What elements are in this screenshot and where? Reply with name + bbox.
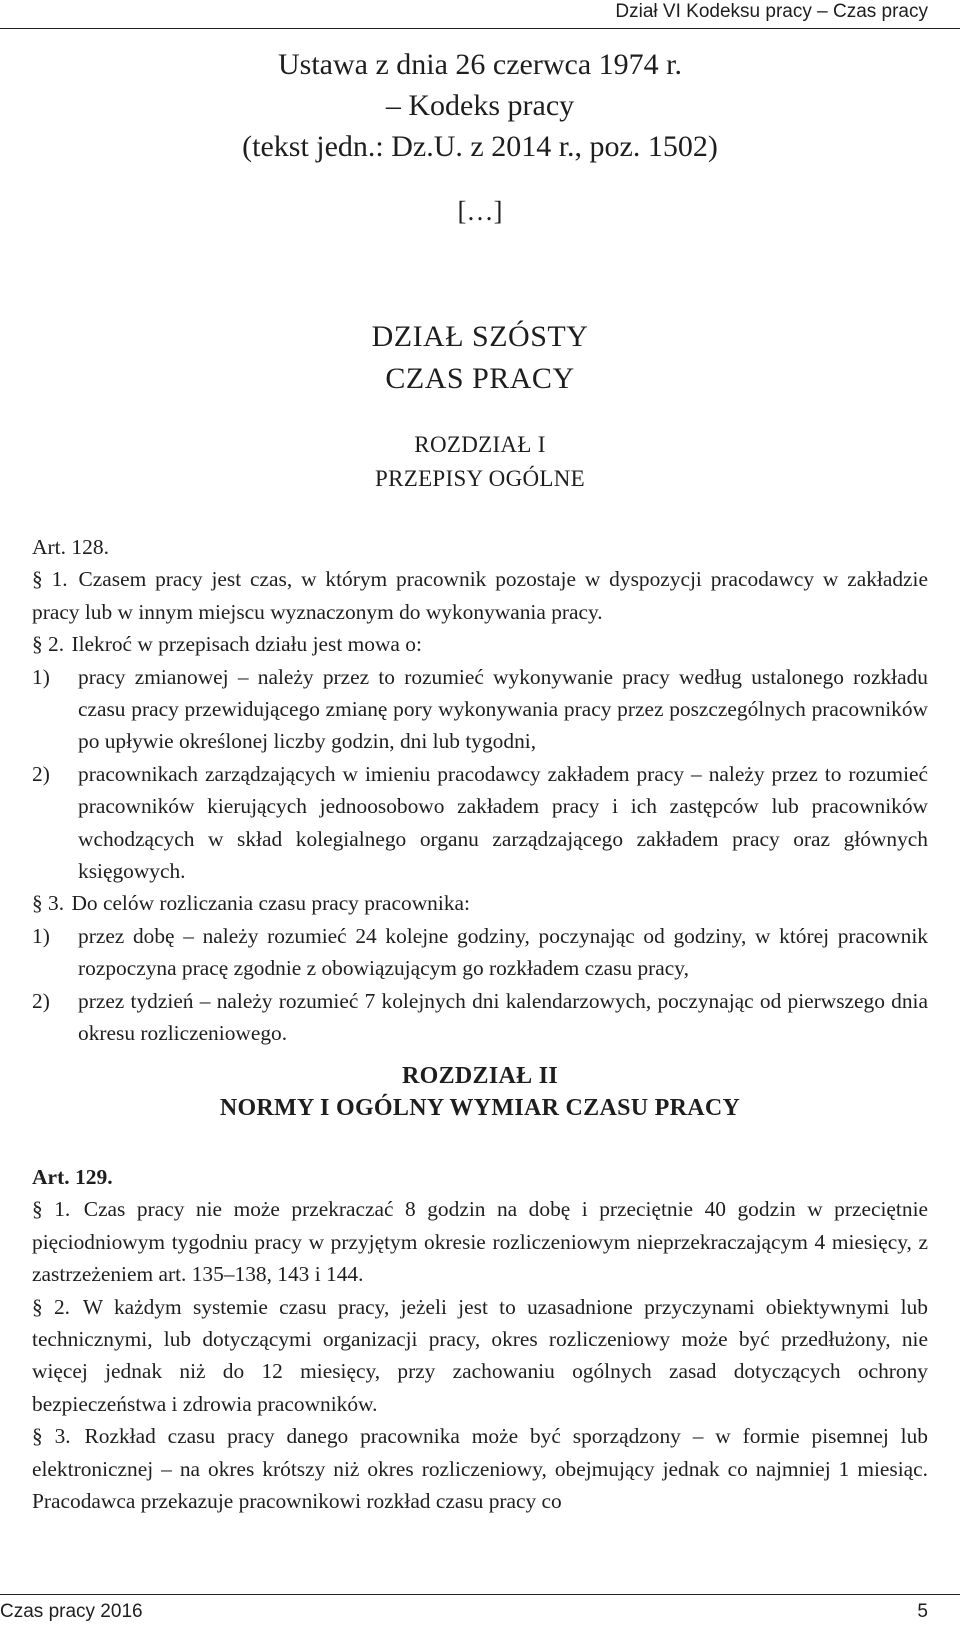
chapter-1-title: PRZEPISY OGÓLNE [374,466,586,491]
article-128-paragraph-3 [32,887,928,919]
article-128-paragraph-2 [32,628,928,660]
law-title-line-2: – Kodeks pracy [385,89,575,122]
running-head: Dział VI Kodeksu pracy – Czas pracy [615,1,928,22]
list-item-number: 2) [32,761,50,786]
paragraph-mark: § 2. [32,1294,71,1319]
chapter-1-heading [0,428,960,496]
list-item-text: przez tydzień – należy rozumieć 7 kolejnych dni kalendarzowych, poczynając od pierwszego dnia okresu rozliczeniowego. [78,988,928,1046]
list-item-number: 2) [32,988,50,1013]
paragraph-mark: § 3. [32,1424,71,1449]
article-129-paragraph-2 [32,1291,928,1421]
list-item [32,758,928,888]
article-129-number: Art. 129. [32,1165,113,1189]
page-number: 5 [917,1601,928,1622]
division-number: DZIAŁ SZÓSTY [371,320,589,353]
paragraph-mark: § 3. [32,891,65,916]
list-item-text: pracy zmianowej – należy przez to rozumieć wykonywanie pracy według ustalonego rozkładu czasu pracy przewidującego zmianę pory wykonywania pracy przez poszczególnych pracowników po upływie określonej liczby godzin, dni lub tygodni, [78,664,928,754]
list-item-text: pracownikach zarządzających w imieniu pracodawcy zakładem pracy – należy przez to rozumieć pracowników kierujących jednoosobowo zakładem pracy i ich zastępców lub pracowników wchodzących w skład kolegialnego organu zarządzającego zakładem pracy oraz głównych księgowych. [78,761,928,884]
paragraph-text: Czasem pracy jest czas, w którym pracownik pozostaje w dyspozycji pracodawcy w zakładzie pracy lub w innym miejscu wyznaczonym do wykonywania pracy. [32,567,928,624]
paragraph-text: Czas pracy nie może przekraczać 8 godzin na dobę i przeciętnie 40 godzin w przeciętnie pięciodniowym tygodniu pracy w przyjętym okresie rozliczeniowym nieprzekraczającym 4 miesięcy, z zastrzeżeniem art. 135–138, 143 i 144. [32,1197,929,1287]
list-item-number: 1) [32,923,50,948]
article-129 [32,1161,928,1517]
list-item-number: 1) [32,664,50,689]
article-129-paragraph-1 [32,1193,928,1290]
list-item [32,661,928,758]
paragraph-mark: § 2. [32,632,65,657]
chapter-1-number: ROZDZIAŁ I [414,432,546,457]
law-title [0,44,960,167]
law-title-line-1: Ustawa z dnia 26 czerwca 1974 r. [277,48,682,81]
article-129-paragraph-3 [32,1420,928,1517]
footer-rule [0,1594,960,1595]
division-title: CZAS PRACY [385,362,575,395]
article-128-paragraph-1 [32,563,928,628]
chapter-2-heading [0,1060,960,1124]
list-item-text: przez dobę – należy rozumieć 24 kolejne godziny, poczynając od godziny, w której pracownik rozpoczyna pracę zgodnie z obowiązującym go rozkładem czasu pracy, [78,923,928,981]
division-heading [0,316,960,400]
paragraph-mark: § 1. [32,567,68,592]
paragraph-mark: § 1. [32,1197,71,1222]
paragraph-text: Ilekroć w przepisach działu jest mowa o: [71,632,422,657]
list-item [32,985,928,1050]
paragraph-text: Do celów rozliczania czasu pracy pracownika: [71,891,470,916]
header-rule [0,28,960,29]
article-128 [32,531,928,1050]
law-title-line-3: (tekst jedn.: Dz.U. z 2014 r., poz. 1502) [242,130,718,163]
paragraph-text: Rozkład czasu pracy danego pracownika może być sporządzony – w formie pisemnej lub elektronicznej – na okres krótszy niż okres rozliczeniowy, obejmujący jednak co najmniej 1 miesiąc. Pracodawca przekazuje pracownikowi rozkład czasu pracy co [32,1424,928,1514]
list-item [32,920,928,985]
paragraph-text: W każdym systemie czasu pracy, jeżeli jest to uzasadnione przyczynami obiektywnymi lub technicznymi, lub dotyczącymi organizacji pracy, okres rozliczeniowy może być przedłużony, nie więcej jednak niż do 12 miesięcy, przy zachowaniu ogólnych zasad dotyczących ochrony bezpieczeństwa i zdrowia pracowników. [32,1294,928,1416]
article-128-number: Art. 128. [32,535,110,559]
footer-publication: Czas pracy 2016 [0,1601,143,1622]
chapter-2-title: NORMY I OGÓLNY WYMIAR CZASU PRACY [219,1095,741,1121]
omission-marker: […] [457,196,503,226]
chapter-2-number: ROZDZIAŁ II [401,1063,558,1089]
